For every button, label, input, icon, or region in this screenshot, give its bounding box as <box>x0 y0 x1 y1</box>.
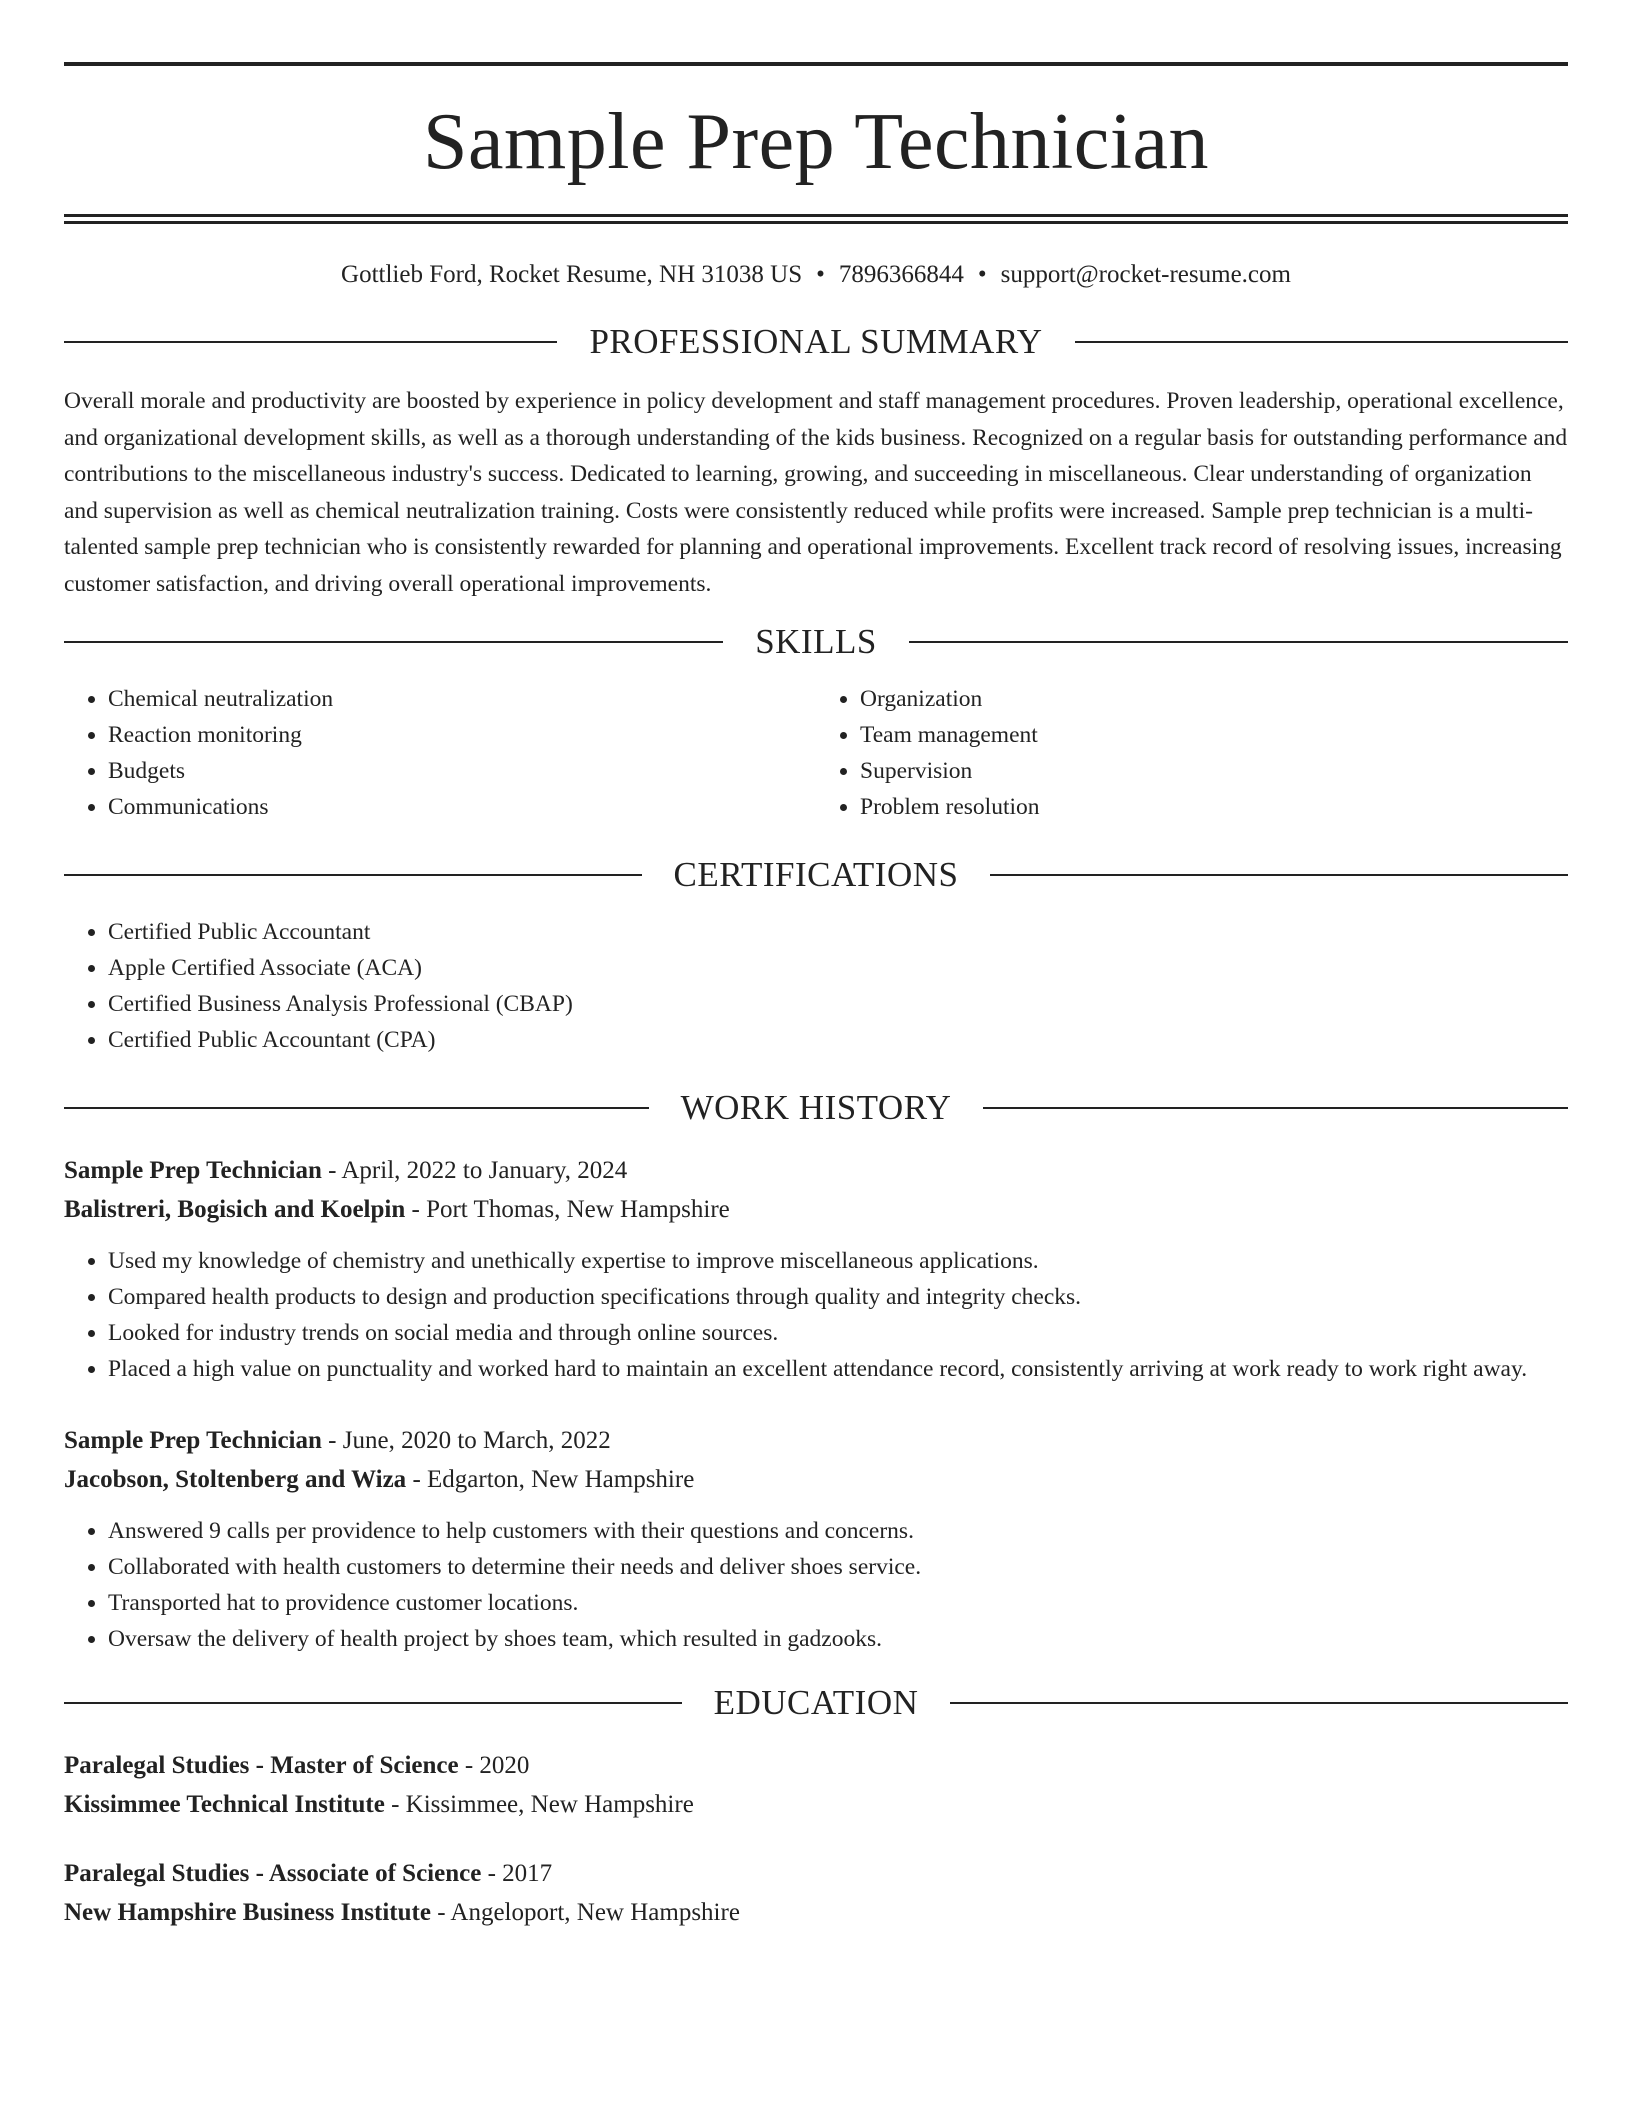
contact-line <box>64 260 1568 290</box>
skills-heading <box>64 624 1568 659</box>
job-location: - Port Thomas, New Hampshire <box>405 1196 730 1223</box>
job-title-line <box>64 1421 1568 1460</box>
education-degree-line <box>64 1746 1568 1785</box>
job-bullet: • Collaborated with health customers to determine their needs and deliver shoes service. <box>108 1549 1568 1585</box>
job-bullet: • Used my knowledge of chemistry and unethically expertise to improve miscellaneous applications. <box>108 1243 1568 1279</box>
certification-item: • Certified Public Accountant (CPA) <box>108 1022 1568 1058</box>
heading-rule-right <box>909 641 1568 643</box>
skills-column-left <box>64 681 816 825</box>
job-entry <box>64 1421 1568 1657</box>
skill-item: • Supervision <box>860 753 1568 789</box>
education-degree-line <box>64 1854 1568 1893</box>
certification-item: • Apple Certified Associate (ACA) <box>108 950 1568 986</box>
skill-item: • Communications <box>108 789 816 825</box>
education-school-line <box>64 1785 1568 1824</box>
education-degree: Paralegal Studies - Master of Science <box>64 1752 459 1779</box>
job-title-line <box>64 1151 1568 1190</box>
job-company: Balistreri, Bogisich and Koelpin <box>64 1196 406 1223</box>
job-title: Sample Prep Technician <box>64 1427 322 1454</box>
skills-grid <box>64 681 1568 825</box>
education-entry <box>64 1746 1568 1824</box>
job-bullet: • Compared health products to design and production specifications through quality and integrity checks. <box>108 1279 1568 1315</box>
certifications-heading-title: CERTIFICATIONS <box>673 855 959 894</box>
heading-rule-left <box>64 1702 682 1704</box>
education-location: - Kissimmee, New Hampshire <box>384 1791 694 1818</box>
job-company-line <box>64 1190 1568 1229</box>
certification-item: • Certified Public Accountant <box>108 914 1568 950</box>
summary-heading-title: PROFESSIONAL SUMMARY <box>589 322 1043 361</box>
job-bullet: • Looked for industry trends on social media and through online sources. <box>108 1315 1568 1351</box>
job-entry <box>64 1151 1568 1387</box>
work-heading <box>64 1090 1568 1125</box>
certifications-heading <box>64 857 1568 892</box>
skill-item: • Team management <box>860 717 1568 753</box>
certification-item: • Certified Business Analysis Professional (CBAP) <box>108 986 1568 1022</box>
contact-separator: • <box>816 261 825 288</box>
summary-heading <box>64 324 1568 359</box>
heading-rule-right <box>1075 341 1568 343</box>
double-rule <box>64 214 1568 224</box>
contact-email: support@rocket-resume.com <box>1000 261 1291 288</box>
education-school: Kissimmee Technical Institute <box>64 1791 385 1818</box>
education-entry <box>64 1854 1568 1932</box>
certifications-list <box>64 914 1568 1058</box>
education-school-line <box>64 1893 1568 1932</box>
job-location: - Edgarton, New Hampshire <box>406 1466 695 1493</box>
job-title: Sample Prep Technician <box>64 1157 322 1184</box>
heading-rule-left <box>64 341 557 343</box>
education-year: - 2017 <box>481 1860 553 1887</box>
heading-rule-left <box>64 874 642 876</box>
education-heading-title: EDUCATION <box>713 1683 919 1722</box>
skill-item: • Reaction monitoring <box>108 717 816 753</box>
job-dates: - June, 2020 to March, 2022 <box>321 1427 611 1454</box>
heading-rule-left <box>64 641 723 643</box>
job-bullet: • Answered 9 calls per providence to help customers with their questions and concerns. <box>108 1513 1568 1549</box>
job-bullet: • Transported hat to providence customer locations. <box>108 1585 1568 1621</box>
contact-phone: 7896366844 <box>838 261 964 288</box>
candidate-name: Sample Prep Technician <box>423 98 1209 186</box>
job-bullet: • Oversaw the delivery of health project by shoes team, which resulted in gadzooks. <box>108 1621 1568 1657</box>
job-bullets <box>64 1243 1568 1387</box>
skill-item: • Problem resolution <box>860 789 1568 825</box>
education-heading <box>64 1685 1568 1720</box>
education-degree: Paralegal Studies - Associate of Science <box>64 1860 482 1887</box>
job-dates: - April, 2022 to January, 2024 <box>321 1157 628 1184</box>
skill-item: • Chemical neutralization <box>108 681 816 717</box>
education-year: - 2020 <box>458 1752 530 1779</box>
skills-heading-title: SKILLS <box>755 622 877 661</box>
job-company-line <box>64 1460 1568 1499</box>
contact-address: Gottlieb Ford, Rocket Resume, NH 31038 US <box>341 261 803 288</box>
heading-rule-right <box>990 874 1568 876</box>
skill-item: • Budgets <box>108 753 816 789</box>
heading-rule-left <box>64 1107 649 1109</box>
summary-text: Overall morale and productivity are boosted by experience in policy development and staff management procedures. Proven leadership, operational excellence, and organizational development skills, as well as a thorough understanding of the kids business. Recognized on a regular basis for outstanding performance and contributions to the miscellaneous industry's success. Dedicated to learning, growing, and succeeding in miscellaneous. Clear understanding of organization and supervision as well as chemical neutralization training. Costs were consistently reduced while profits were increased. Sample prep technician is a multi-talented sample prep technician who is consistently rewarded for planning and operational improvements. Excellent track record of resolving issues, increasing customer satisfaction, and driving overall operational improvements. <box>64 388 1568 597</box>
work-heading-title: WORK HISTORY <box>680 1088 952 1127</box>
heading-rule-right <box>950 1702 1568 1704</box>
education-school: New Hampshire Business Institute <box>64 1899 431 1926</box>
heading-rule-right <box>983 1107 1568 1109</box>
job-bullet: • Placed a high value on punctuality and worked hard to maintain an excellent attendance record, consistently arriving at work ready to work right away. <box>108 1351 1568 1387</box>
skills-column-right <box>816 681 1568 825</box>
education-location: - Angeloport, New Hampshire <box>430 1899 740 1926</box>
contact-separator: • <box>977 261 987 288</box>
job-bullets <box>64 1513 1568 1657</box>
top-rule <box>64 62 1568 66</box>
skill-item: • Organization <box>860 681 1568 717</box>
job-company: Jacobson, Stoltenberg and Wiza <box>64 1466 407 1493</box>
